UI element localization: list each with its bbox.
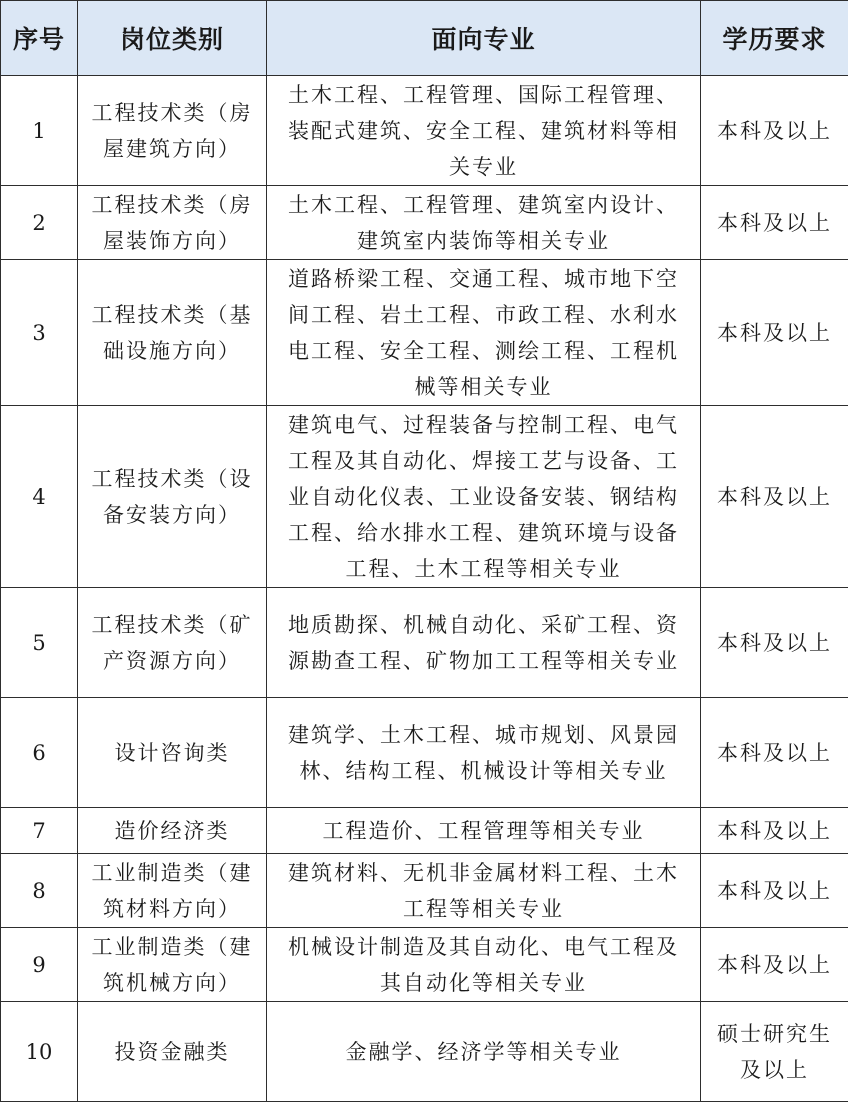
row-seq: 8 — [1, 854, 78, 928]
table-row — [1, 808, 848, 854]
row-major: 地质勘探、机械自动化、采矿工程、资源勘查工程、矿物加工工程等相关专业 — [267, 588, 701, 698]
row-seq: 3 — [1, 260, 78, 406]
row-education: 本科及以上 — [701, 928, 848, 1002]
row-education: 本科及以上 — [701, 186, 848, 260]
row-education: 硕士研究生及以上 — [701, 1002, 848, 1102]
table-row — [1, 1002, 848, 1102]
row-major: 工程造价、工程管理等相关专业 — [267, 808, 701, 854]
row-category: 工业制造类（建筑机械方向） — [78, 928, 267, 1002]
row-major: 土木工程、工程管理、国际工程管理、装配式建筑、安全工程、建筑材料等相关专业 — [267, 76, 701, 186]
row-seq: 9 — [1, 928, 78, 1002]
header-row — [1, 1, 848, 76]
header-education: 学历要求 — [701, 1, 848, 76]
row-major: 建筑学、土木工程、城市规划、风景园林、结构工程、机械设计等相关专业 — [267, 698, 701, 808]
row-category: 工程技术类（房屋建筑方向） — [78, 76, 267, 186]
header-seq: 序号 — [1, 1, 78, 76]
row-major: 道路桥梁工程、交通工程、城市地下空间工程、岩土工程、市政工程、水利水电工程、安全工程、测绘工程、工程机械等相关专业 — [267, 260, 701, 406]
row-major: 金融学、经济学等相关专业 — [267, 1002, 701, 1102]
row-education: 本科及以上 — [701, 406, 848, 588]
row-major: 机械设计制造及其自动化、电气工程及其自动化等相关专业 — [267, 928, 701, 1002]
row-major: 建筑材料、无机非金属材料工程、土木工程等相关专业 — [267, 854, 701, 928]
row-education: 本科及以上 — [701, 588, 848, 698]
header-major: 面向专业 — [267, 1, 701, 76]
row-seq: 1 — [1, 76, 78, 186]
row-education: 本科及以上 — [701, 76, 848, 186]
row-category: 工程技术类（基础设施方向） — [78, 260, 267, 406]
row-major: 建筑电气、过程装备与控制工程、电气工程及其自动化、焊接工艺与设备、工业自动化仪表、工业设备安装、钢结构工程、给水排水工程、建筑环境与设备工程、土木工程等相关专业 — [267, 406, 701, 588]
table-row — [1, 588, 848, 698]
table-row — [1, 76, 848, 186]
table-row — [1, 928, 848, 1002]
table-row — [1, 698, 848, 808]
row-education: 本科及以上 — [701, 260, 848, 406]
row-education: 本科及以上 — [701, 698, 848, 808]
row-category: 工程技术类（房屋装饰方向） — [78, 186, 267, 260]
row-seq: 5 — [1, 588, 78, 698]
row-seq: 7 — [1, 808, 78, 854]
table-row — [1, 186, 848, 260]
row-category: 工程技术类（设备安装方向） — [78, 406, 267, 588]
row-seq: 6 — [1, 698, 78, 808]
row-major: 土木工程、工程管理、建筑室内设计、建筑室内装饰等相关专业 — [267, 186, 701, 260]
table-row — [1, 260, 848, 406]
table-row — [1, 854, 848, 928]
row-category: 造价经济类 — [78, 808, 267, 854]
row-category: 工程技术类（矿产资源方向） — [78, 588, 267, 698]
row-seq: 2 — [1, 186, 78, 260]
row-seq: 4 — [1, 406, 78, 588]
table-row — [1, 406, 848, 588]
header-category: 岗位类别 — [78, 1, 267, 76]
row-category: 投资金融类 — [78, 1002, 267, 1102]
row-seq: 10 — [1, 1002, 78, 1102]
row-education: 本科及以上 — [701, 854, 848, 928]
row-category: 工业制造类（建筑材料方向） — [78, 854, 267, 928]
row-education: 本科及以上 — [701, 808, 848, 854]
row-category: 设计咨询类 — [78, 698, 267, 808]
